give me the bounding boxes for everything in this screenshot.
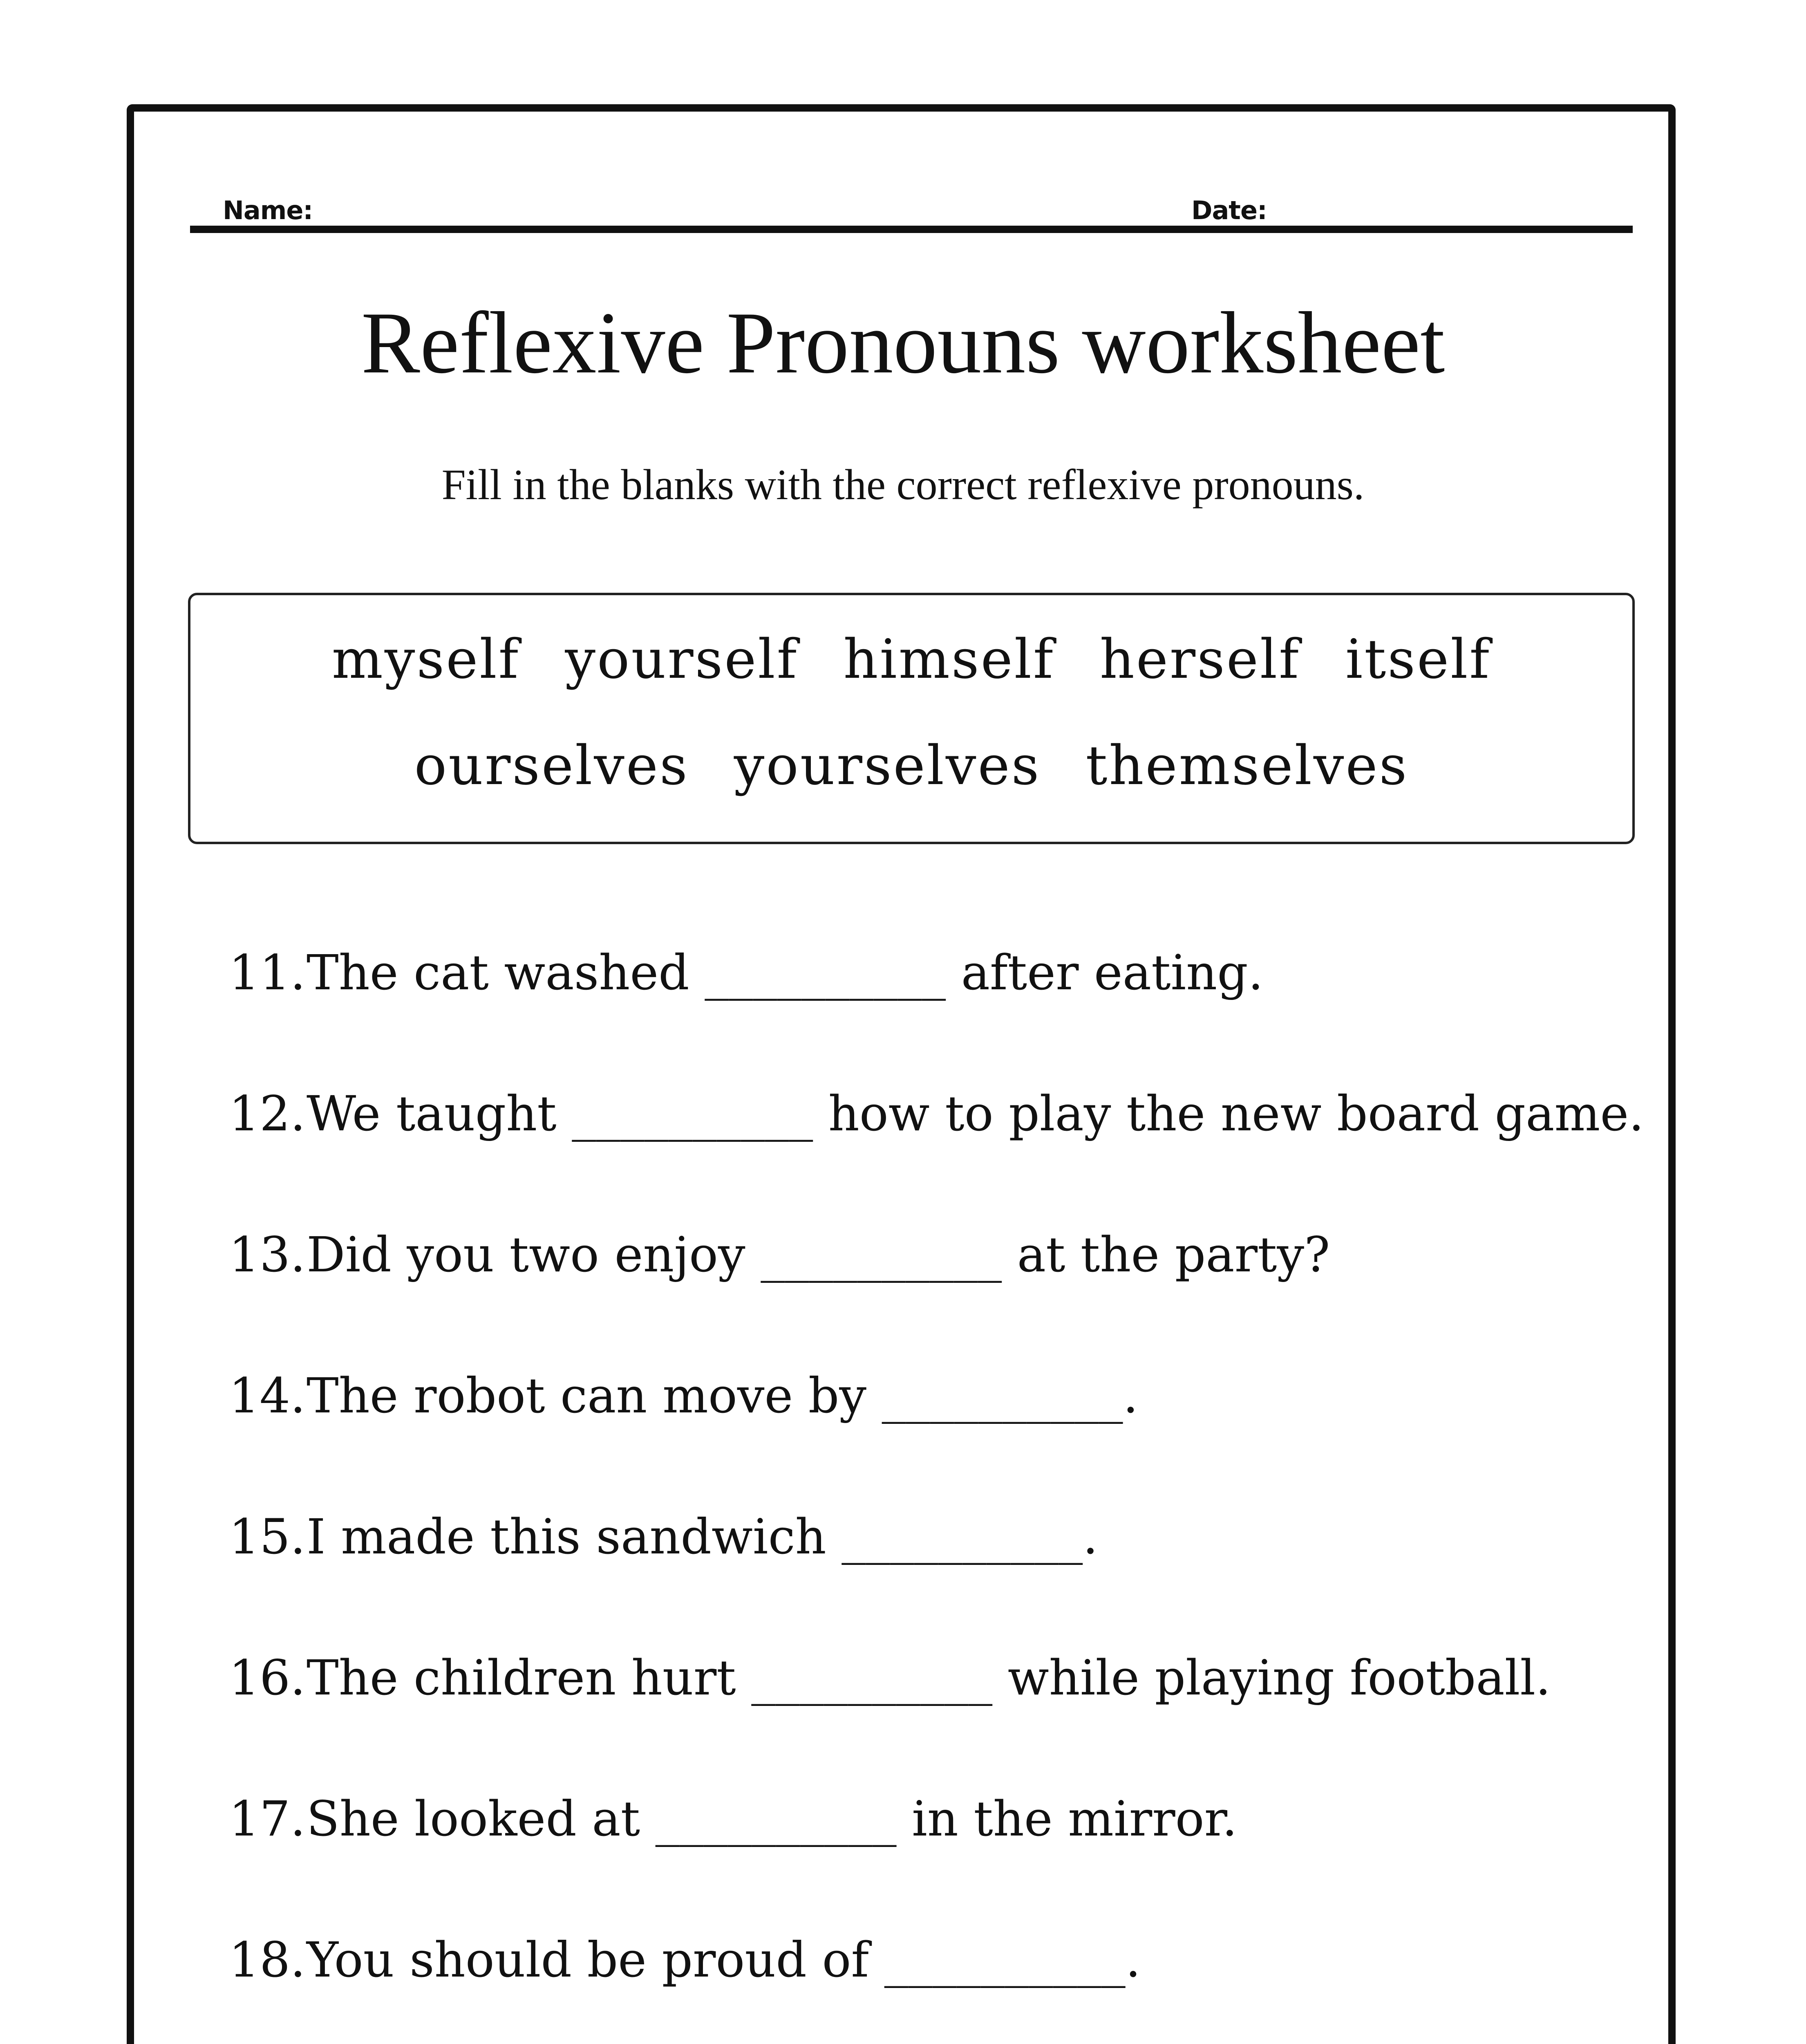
question-number: 17. [229, 1791, 306, 1847]
question-number: 14. [229, 1367, 306, 1424]
question-list [229, 944, 1659, 2044]
question-number: 16. [229, 1650, 306, 1706]
word-bank-item: yourself [565, 628, 799, 691]
question-text: I made this sandwich __________. [307, 1508, 1098, 1565]
question-number: 11. [229, 944, 306, 1001]
word-bank [188, 593, 1635, 844]
word-bank-row-1 [190, 628, 1632, 691]
word-bank-item: themselves [1085, 734, 1409, 797]
name-date-header [190, 188, 1633, 233]
word-bank-item: ourselves [414, 734, 689, 797]
question-item [229, 1226, 1659, 1367]
word-bank-row-2 [190, 734, 1632, 797]
name-label: Name: [223, 195, 313, 225]
question-number: 13. [229, 1226, 306, 1283]
word-bank-item: herself [1099, 628, 1301, 691]
question-number: 12. [229, 1085, 306, 1142]
word-bank-item: myself [331, 628, 520, 691]
question-text: The cat washed __________ after eating. [307, 944, 1264, 1001]
question-item [229, 1791, 1659, 1932]
question-text: She looked at __________ in the mirror. [307, 1791, 1238, 1847]
worksheet-title: Reflexive Pronouns worksheet [361, 294, 1445, 392]
question-item [229, 944, 1659, 1085]
word-bank-item: itself [1345, 628, 1491, 691]
date-label: Date: [1191, 195, 1267, 225]
question-item [229, 1085, 1659, 1226]
question-item [229, 1932, 1659, 2044]
question-text: We taught __________ how to play the new board game. [307, 1085, 1644, 1142]
question-text: The robot can move by __________. [307, 1367, 1139, 1424]
word-bank-item: yourselves [734, 734, 1041, 797]
instructions: Fill in the blanks with the correct reflexive pronouns. [441, 461, 1365, 509]
question-text: The children hurt __________ while playing football. [307, 1650, 1551, 1706]
question-item [229, 1508, 1659, 1650]
question-number: 15. [229, 1508, 306, 1565]
question-item [229, 1650, 1659, 1791]
question-text: You should be proud of __________. [307, 1932, 1141, 1988]
question-item [229, 1367, 1659, 1508]
header-rule [190, 226, 1633, 233]
question-number: 18. [229, 1932, 306, 1988]
word-bank-item: himself [843, 628, 1055, 691]
question-text: Did you two enjoy __________ at the party? [307, 1226, 1330, 1283]
